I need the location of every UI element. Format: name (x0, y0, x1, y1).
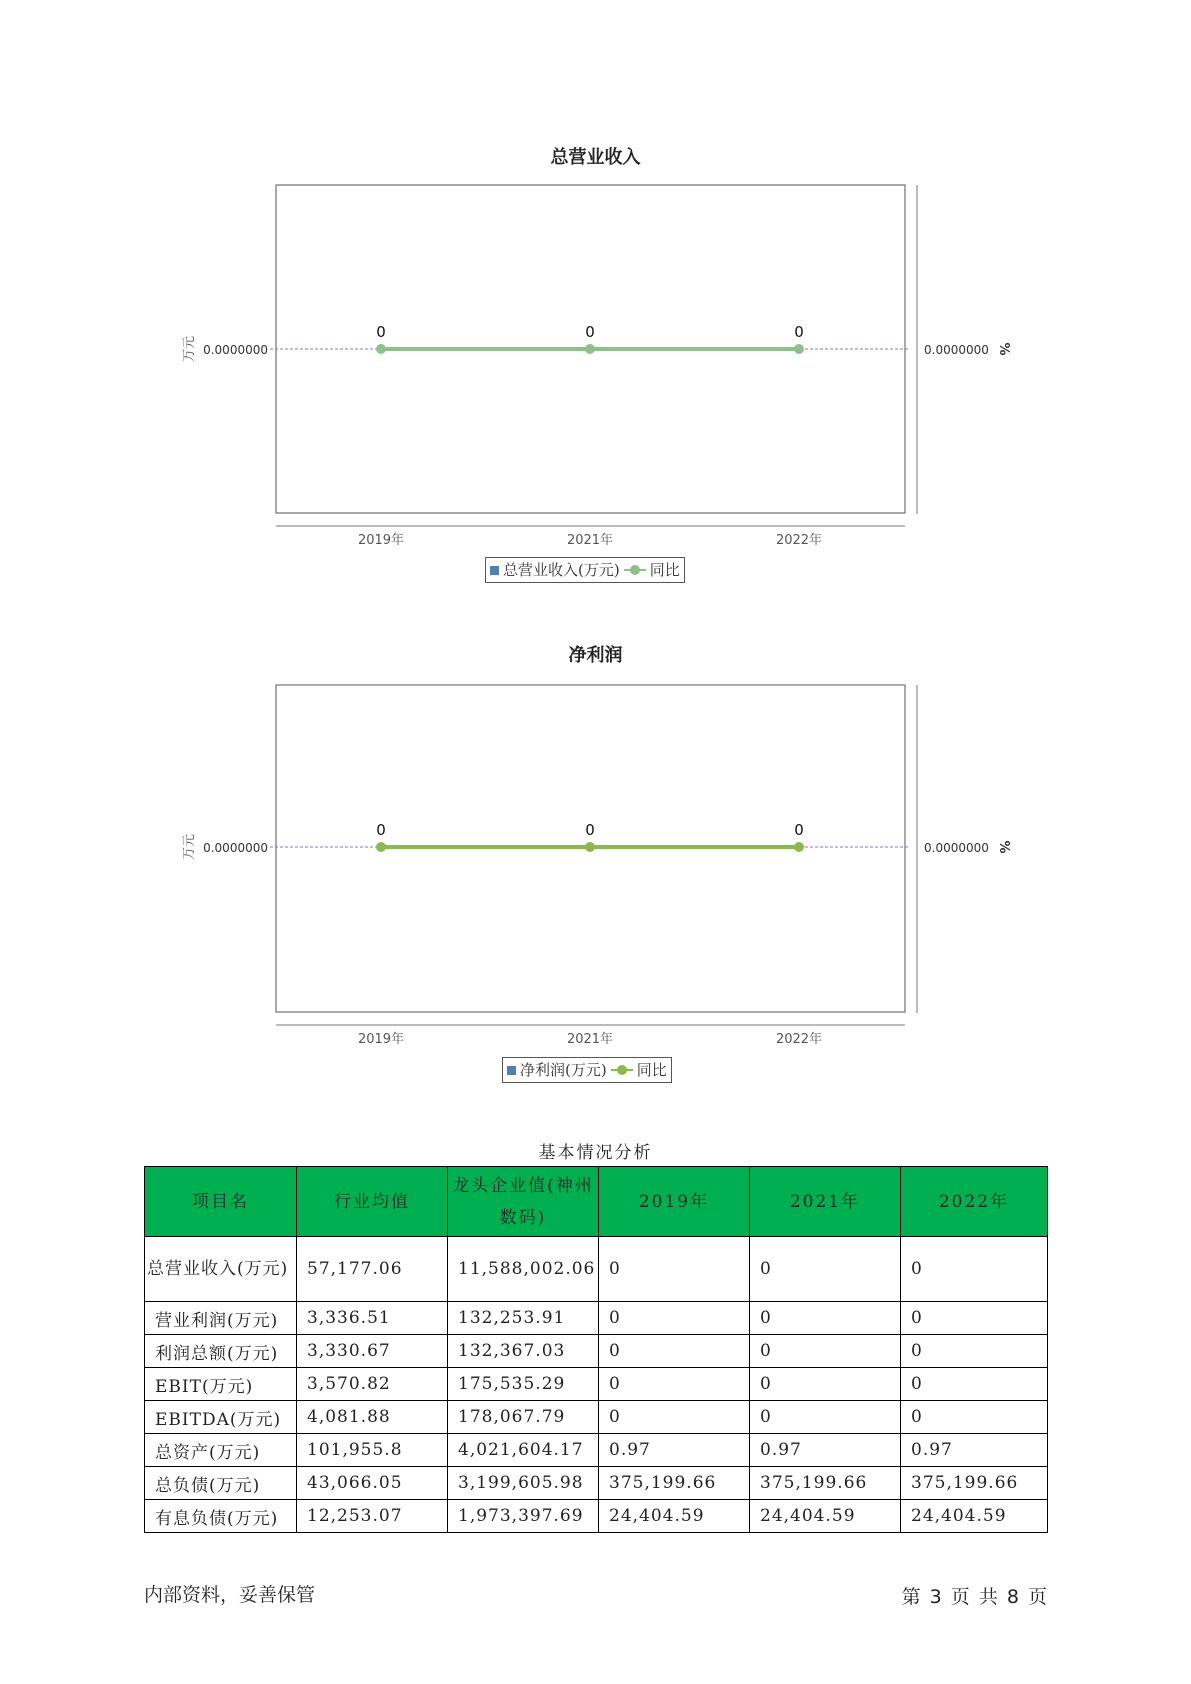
table-cell: 57,177.06 (297, 1237, 448, 1302)
table-cell: 0 (901, 1302, 1048, 1335)
data-point (585, 842, 595, 852)
table-cell: 0 (901, 1401, 1048, 1434)
table-cell: 0.97 (750, 1434, 901, 1467)
table-cell: 132,367.03 (448, 1335, 599, 1368)
table-cell: 4,021,604.17 (448, 1434, 599, 1467)
x-tick-label: 2021年 (566, 1032, 614, 1047)
table-cell: 375,199.66 (750, 1467, 901, 1500)
table-cell: 0 (750, 1237, 901, 1302)
legend-line-label: 同比 (636, 1061, 667, 1079)
table-cell: 3,330.67 (297, 1335, 448, 1368)
table-row (145, 1302, 1048, 1335)
table-cell: 1,973,397.69 (448, 1500, 599, 1533)
table-row (145, 1434, 1048, 1467)
table-cell: 43,066.05 (297, 1467, 448, 1500)
table-cell: 总营业收入(万元) (145, 1237, 297, 1302)
header-industry-avg: 行业均值 (297, 1167, 448, 1237)
table-cell: 3,570.82 (297, 1368, 448, 1401)
legend-line-label: 同比 (649, 561, 680, 579)
left-tick-label: 0.0000000 (203, 841, 268, 855)
table-cell: 利润总额(万元) (145, 1335, 297, 1368)
footer-confidential-note: 内部资料，妥善保管 (144, 1584, 316, 1606)
data-point (376, 344, 386, 354)
table-cell: 0 (750, 1401, 901, 1434)
chart-plot (0, 0, 1191, 560)
data-label: 0 (585, 323, 595, 341)
table-cell: 0.97 (901, 1434, 1048, 1467)
table-cell: 0 (750, 1335, 901, 1368)
table-cell: 有息负债(万元) (145, 1500, 297, 1533)
data-label: 0 (376, 323, 386, 341)
table-row (145, 1368, 1048, 1401)
table-cell: 11,588,002.06 (448, 1237, 599, 1302)
table-cell: 0 (750, 1302, 901, 1335)
table-cell: 0 (599, 1335, 750, 1368)
table-caption: 基本情况分析 (538, 1143, 653, 1163)
header-2022: 2022年 (901, 1167, 1048, 1237)
left-tick-label: 0.0000000 (203, 343, 268, 357)
x-tick-label: 2022年 (775, 533, 823, 548)
table-cell: 0 (901, 1237, 1048, 1302)
data-point (794, 842, 804, 852)
table-cell: EBIT(万元) (145, 1368, 297, 1401)
right-tick-label: 0.0000000 (924, 343, 989, 357)
header-leader-value: 龙头企业值(神州数码) (448, 1167, 599, 1237)
right-axis-label: % (996, 840, 1011, 854)
header-2019: 2019年 (599, 1167, 750, 1237)
table-cell: 0 (901, 1368, 1048, 1401)
table-cell: 24,404.59 (750, 1500, 901, 1533)
table-row (145, 1401, 1048, 1434)
left-axis-label: 万元 (182, 833, 197, 861)
table-cell: 175,535.29 (448, 1368, 599, 1401)
x-tick-label: 2019年 (357, 533, 405, 548)
table-cell: 101,955.8 (297, 1434, 448, 1467)
table-cell: 24,404.59 (901, 1500, 1048, 1533)
chart-legend (502, 1057, 672, 1083)
table-cell: 0 (599, 1401, 750, 1434)
table-cell: 0 (750, 1368, 901, 1401)
table-row (145, 1237, 1048, 1302)
legend-bar-swatch (507, 1066, 516, 1075)
header-item-name: 项目名 (145, 1167, 297, 1237)
table-cell: 营业利润(万元) (145, 1302, 297, 1335)
table-cell: 0 (599, 1237, 750, 1302)
left-axis-label: 万元 (182, 335, 197, 363)
table-cell: 0.97 (599, 1434, 750, 1467)
right-tick-label: 0.0000000 (924, 841, 989, 855)
legend-line-swatch (611, 1064, 633, 1076)
data-label: 0 (585, 821, 595, 839)
table-cell: 总资产(万元) (145, 1434, 297, 1467)
footer-page-number: 第 3 页 共 8 页 (901, 1586, 1047, 1608)
table-cell: 12,253.07 (297, 1500, 448, 1533)
x-tick-label: 2022年 (775, 1032, 823, 1047)
table-cell: 3,336.51 (297, 1302, 448, 1335)
legend-bar-label: 总营业收入(万元) (503, 561, 620, 579)
table-cell: 3,199,605.98 (448, 1467, 599, 1500)
data-point (585, 344, 595, 354)
chart-title: 总营业收入 (550, 147, 641, 168)
basic-analysis-table (144, 1166, 1048, 1533)
table-row (145, 1335, 1048, 1368)
x-tick-label: 2019年 (357, 1032, 405, 1047)
table-cell: 0 (599, 1302, 750, 1335)
data-label: 0 (376, 821, 386, 839)
data-point (794, 344, 804, 354)
table-cell: EBITDA(万元) (145, 1401, 297, 1434)
data-label: 0 (794, 323, 804, 341)
legend-bar-label: 净利润(万元) (520, 1061, 607, 1079)
right-axis-label: % (996, 342, 1011, 356)
data-point (376, 842, 386, 852)
data-label: 0 (794, 821, 804, 839)
table-cell: 总负债(万元) (145, 1467, 297, 1500)
table-cell: 0 (599, 1368, 750, 1401)
table-cell: 375,199.66 (599, 1467, 750, 1500)
table-cell: 132,253.91 (448, 1302, 599, 1335)
table-row (145, 1467, 1048, 1500)
chart-title: 净利润 (568, 645, 623, 666)
header-2021: 2021年 (750, 1167, 901, 1237)
table-header-row (145, 1167, 1048, 1237)
table-cell: 24,404.59 (599, 1500, 750, 1533)
table-row (145, 1500, 1048, 1533)
table-cell: 178,067.79 (448, 1401, 599, 1434)
table-cell: 375,199.66 (901, 1467, 1048, 1500)
x-tick-label: 2021年 (566, 533, 614, 548)
table-cell: 0 (901, 1335, 1048, 1368)
table-cell: 4,081.88 (297, 1401, 448, 1434)
chart-plot (0, 500, 1191, 1060)
